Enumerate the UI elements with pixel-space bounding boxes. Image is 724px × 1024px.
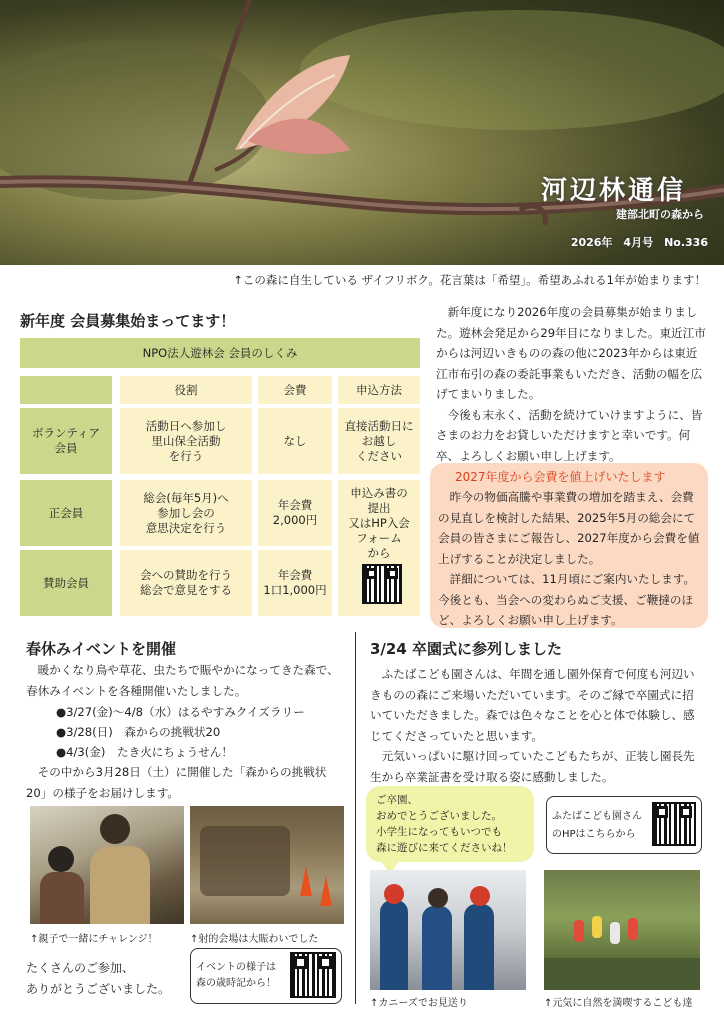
issue-number: 2026年 4月号 No.336 (570, 236, 708, 249)
recruit-intro-text: 新年度になり2026年度の会員募集が始まりました。遊林会発足から29年目になりました。東近江市からは河辺いきものの森の他に2023年からは東近江市布引の森の委託事業もいただき、活動の幅を広げてまいりました。 今後も末永く、活動を続けていけますように、皆さまのお力をお貸しいただけますと幸いです。何卒、よろしくお願い申し上げます。 (436, 305, 706, 463)
send-off-photo (370, 870, 526, 990)
col-header-apply: 申込方法 (338, 376, 420, 404)
row-support-type: 賛助会員 (20, 550, 112, 616)
kindergarten-hp-label: ふたばこども園さん のHPはこちらから (552, 811, 642, 840)
row-volunteer-type: ボランティア 会員 (20, 408, 112, 474)
row-support-role: 会への賛助を行う 総会で意見をする (120, 550, 252, 616)
row-regular-apply: 申込み書の 提出 又はHP入会 フォーム から (338, 480, 420, 616)
row-regular-fee: 年会費 2,000円 (258, 480, 332, 546)
branch-illustration (0, 0, 724, 265)
parent-child-photo (30, 806, 184, 924)
children-nature-caption: ↑元気に自然を満喫するこども達 (544, 998, 693, 1009)
row-regular-role: 総会(毎年5月)へ 参加し会の 意思決定を行う (120, 480, 252, 546)
spring-text-2: その中から3月28日（土）に開催した「森からの挑戦状20」の様子をお届けします。 (26, 765, 327, 800)
col-header-fee: 会費 (258, 376, 332, 404)
row-volunteer-apply: 直接活動日に お越し ください (338, 408, 420, 474)
event-photos-qr-code[interactable] (290, 952, 336, 998)
fee-notice-title: 2027年度から会費を値上げいたします (455, 470, 666, 484)
photo-caption: ↑この森に自生している ザイフリボク。花言葉は「希望」。希望あふれる1年が始まります！ (233, 273, 706, 287)
send-off-caption: ↑カニーズでお見送り (370, 998, 468, 1009)
row-volunteer-role: 活動日へ参加し 里山保全活動 を行う (120, 408, 252, 474)
graduation-heading: 3/24 卒園式に参列しました (370, 640, 563, 658)
event-item-2: ●3/28(日) 森からの挑戦状20 (56, 725, 221, 739)
table-title: NPO法人遊林会 会員のしくみ (20, 338, 420, 368)
row-regular-type: 正会員 (20, 480, 112, 546)
speech-bubble-text: ご卒園、 おめでとうございました。 小学生になってもいつでも 森に遊びに来てくださいね！ (376, 794, 513, 854)
thanks-message: たくさんのご参加、 ありがとうございました。 (26, 961, 171, 996)
parent-child-caption: ↑親子で一緒にチャレンジ！ (30, 934, 158, 945)
children-nature-photo (544, 870, 700, 990)
fee-notice-text: 昨今の物価高騰や事業費の増加を踏まえ、会費の見直しを検討した結果、2025年5月の総会にて会員の皆さまにご報告し、2027年度から会費を値上げすることが決定しました。 詳細については、11月頃にご案内いたします。今後とも、当会への変わらぬご支援、ご鞭撻のほど、よろしくお願い申し上げます。 (438, 490, 700, 627)
newsletter-title: 河辺林通信 (540, 176, 686, 206)
table-corner (20, 376, 112, 404)
header-photo (0, 0, 724, 265)
col-header-role: 役割 (120, 376, 252, 404)
shooting-game-caption: ↑射的会場は大賑わいでした (190, 934, 319, 945)
event-photos-link-label: イベントの様子は 森の歳時記から！ (196, 962, 276, 989)
event-item-1: ●3/27(金)～4/8（水）はるやすみクイズラリー (56, 705, 305, 719)
newsletter-subtitle: 建部北町の森から (616, 208, 704, 221)
spring-text-1: 暖かくなり鳥や草花、虫たちで賑やかになってきた森で、春休みイベントを各種開催いたしました。 (26, 663, 339, 698)
row-volunteer-fee: なし (258, 408, 332, 474)
column-divider (355, 632, 356, 1004)
shooting-game-photo (190, 806, 344, 924)
recruit-heading: 新年度 会員募集始まってます！ (20, 312, 236, 330)
graduation-text: ふたばこども園さんは、年間を通し園外保育で何度も河辺いきものの森にご来場いただいています。そのご縁で卒園式に招いていただきました。森では色々なことを心と体で体験し、感じてくださっていたと思います。 元気いっぱいに駆け回っていたこどもたちが、正装し園長先生から卒業証書を受け取る姿に感動しました。 (370, 667, 695, 784)
row-support-fee: 年会費 1口1,000円 (258, 550, 332, 616)
spring-heading: 春休みイベントを開催 (26, 640, 177, 658)
event-item-3: ●4/3(金) たき火にちょうせん！ (56, 745, 233, 759)
kindergarten-hp-qr-code[interactable] (652, 802, 696, 846)
join-form-qr-code[interactable] (362, 564, 402, 604)
